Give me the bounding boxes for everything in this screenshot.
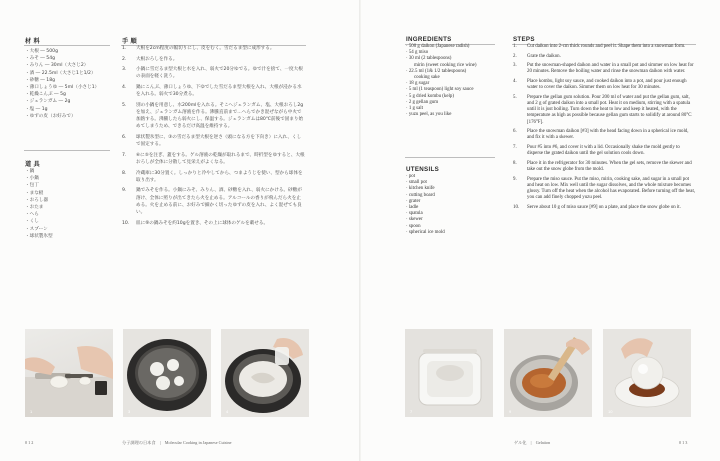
list-item: · 54 g miso <box>406 50 429 56</box>
list-item: ・乾燥こんぶ ― 5g <box>25 92 66 98</box>
step-text: Pour #5 into #6, and cover it with a lid. Occasionally shake the mold gently to disperse the grated daikon until the gel solution cools down. <box>527 144 680 157</box>
photo-number: 3 <box>128 409 131 414</box>
left-running-title: 分子調理の日本食 | Molecular Cooking in Japanese Cuisine <box>122 440 232 445</box>
jp-tools-list <box>25 168 53 240</box>
step-item <box>513 79 696 91</box>
step-number: 1. <box>122 46 127 51</box>
en-ingredients-heading: INGREDIENTS <box>406 36 452 43</box>
step-number: 9. <box>122 188 127 194</box>
list-item: · 5 g dried kombu (kelp) <box>406 93 454 99</box>
list-item: · ladle <box>406 205 419 211</box>
step-number: 10. <box>122 220 130 226</box>
step-number: 10. <box>513 204 520 210</box>
step-item <box>122 152 305 166</box>
list-item: ・くし <box>25 219 39 225</box>
step-item <box>513 44 696 50</box>
list-item: ・へら <box>25 212 39 218</box>
list-item: ・球状製氷型 <box>25 233 53 239</box>
step-number: 7. <box>122 152 127 158</box>
photo-number: 9 <box>509 409 512 414</box>
en-utensils-heading: UTENSILS <box>406 166 439 173</box>
step-item <box>513 54 696 60</box>
step-text: Place it in the refrigerator for 30 minutes. When the gel sets, remove the skewer and take out the snow globe from the mold. <box>527 160 692 172</box>
en-ingredients-list <box>406 44 476 118</box>
list-item: · 22.5 ml (1& 1/2 tablespoons) <box>406 68 467 74</box>
step-text: Serve about 10 g of miso sauce [#9] on a plate, and place the snow globe on it. <box>527 204 681 210</box>
step-number: 3. <box>122 67 127 73</box>
list-item: · skewer <box>406 217 423 223</box>
step-text: Place kombu, light soy sauce, and cooked daikon into a pot, and pour just enough water to cover the daikon. Simmer them on low heat for 30 minutes. <box>527 78 687 91</box>
en-steps-heading: STEPS <box>513 36 535 43</box>
step-item <box>122 170 305 184</box>
list-item: · 500 g daikon (Japanese radish) <box>406 44 470 49</box>
list-item: mirin (sweet cooking rice wine) <box>414 62 477 68</box>
step-text: 大根おろしを作る。 <box>136 56 178 62</box>
divider <box>24 45 110 46</box>
step-text: 皿に⑨の鍋みそを約10gを置き、その上に球体のゲルを載せる。 <box>136 220 269 226</box>
list-item: · spoon <box>406 223 421 229</box>
step-item <box>122 45 305 52</box>
list-item: ・おろし器 <box>25 197 48 203</box>
step-item <box>513 129 696 141</box>
list-item: ・まな板 <box>25 190 44 196</box>
list-item: ・包丁 <box>25 183 39 189</box>
photo-number: 1 <box>30 409 33 414</box>
list-item: cooking sake <box>414 75 440 81</box>
photo-number: 4 <box>226 409 229 414</box>
list-item: · spatula <box>406 211 423 217</box>
step-number: 3. <box>513 63 517 69</box>
list-item: ・ジェランガム ― 2g <box>25 99 71 105</box>
step-number: 8. <box>122 170 127 176</box>
list-item: · 5 ml (1 teaspoon) light soy sauce <box>406 87 474 93</box>
list-item: ・みそ ― 54g <box>25 56 56 62</box>
list-item: · 1 g salt <box>406 106 423 112</box>
right-running-title: ゲル化 | Gelation <box>514 440 551 445</box>
step-item <box>122 84 305 98</box>
step-photo-3 <box>123 329 211 417</box>
step-item <box>122 66 305 80</box>
list-item: ・おたま <box>25 205 44 211</box>
list-item: · yuzu peel, as you like <box>406 112 452 118</box>
step-text: 別の小鍋を用意し、水200mlを入れる。そこへジェランガム、塩、大根おろし2gを加え、ジェランガム溶液を作る。沸騰直前まで…へらでかき混ぜながら中火で加熱する。沸騰したら弱火にし、保温する。ジェランガムは80℃前後で固まり始めてしまうため、できるだけ高温を維持する。 <box>136 102 304 130</box>
photo-simmering-pot <box>123 329 211 417</box>
step-item <box>513 177 696 202</box>
list-item: · small pot <box>406 180 427 186</box>
step-number: 9. <box>513 176 517 182</box>
step-text: 冷蔵庫に30分置く。しっかりと冷やしてから、つまようじを使い、型から球体を取り出す。 <box>136 170 303 183</box>
jp-ingredients-list <box>25 48 99 120</box>
step-number: 4. <box>122 84 127 90</box>
list-item: · 30 ml (2 tablespoons) <box>406 56 452 62</box>
list-item: · 2 g gellan gum <box>406 99 439 105</box>
step-item <box>122 134 305 148</box>
step-photo-1 <box>25 329 113 417</box>
jp-steps-list <box>122 45 305 230</box>
jp-tools-heading: 道 具 <box>25 161 40 168</box>
step-item <box>122 220 305 227</box>
list-item: · spherical ice mold <box>406 229 445 235</box>
step-number: 5. <box>122 102 127 108</box>
step-text: Place the snowman daikon [#3] with the head facing down in a spherical ice mold, and fix it with a skewer. <box>527 129 689 141</box>
jp-ingredients-heading: 材 料 <box>25 38 40 45</box>
step-photo-7 <box>405 329 493 417</box>
list-item: ・小鍋 <box>25 176 39 182</box>
left-page-number: 0 1 2 <box>25 440 34 445</box>
step-item <box>513 145 696 157</box>
step-number: 7. <box>513 144 517 150</box>
step-item <box>513 95 696 126</box>
step-number: 5. <box>513 94 517 100</box>
photo-pot-with-kombu <box>221 329 309 417</box>
step-text: 小鍋に雪だるま型大根と水を入れ、弱火で20分ゆでる。ゆで汁を捨て、一度大根の表面を軽く洗う。 <box>136 67 303 80</box>
step-number: 2. <box>513 53 517 59</box>
step-item <box>122 56 305 63</box>
jp-steps-heading: 手 順 <box>122 38 137 45</box>
step-text: 球状製氷型に、③の雪だるま型大根を逆さ（頭になる方を下向き）に入れ、くしで固定する。 <box>136 134 302 148</box>
step-photo-4 <box>221 329 309 417</box>
list-item: ・大根 ― 500g <box>25 49 58 54</box>
en-steps-list <box>513 44 696 214</box>
divider <box>24 150 110 151</box>
step-number: 1. <box>513 44 517 49</box>
en-utensils-list <box>406 174 445 236</box>
photo-miso-sauce-pot <box>504 329 592 417</box>
photo-snow-globe-plate <box>603 329 691 417</box>
step-number: 6. <box>122 134 127 140</box>
step-text: Cut daikon into 2-cm thick rounds and peel it. Shape them into a snowman form. <box>527 44 686 49</box>
step-photo-9 <box>504 329 592 417</box>
list-item: · cutting board <box>406 192 435 198</box>
photo-number: 10 <box>608 409 613 414</box>
step-item <box>122 187 305 216</box>
step-text: ⑥に⑤を注ぎ、蓋をする。ゲル溶液の乾燥が取れるまで、時折型をゆすると、大根おろしが全体に分散して見栄えがよくなる。 <box>136 152 305 165</box>
list-item: · kitchen knife <box>406 186 435 192</box>
list-item: ・酒 ― 22.5ml（大さじ1と1/2） <box>25 70 96 76</box>
list-item: · pot <box>406 174 416 179</box>
step-text: 大根を2cm程度の幅切りにし、皮をむく。雪だるま型に成形する。 <box>136 46 275 51</box>
step-photo-10 <box>603 329 691 417</box>
step-text: Prepare the gellan gum solution. Pour 200 ml of water and put the gellan gum, salt, and 2 g of grated daikon into a small pot. Heat it on medium, stirring with a spatula until it is just boiling. Turn down the heat to low and keep it heated, with the temperature as high as possible because gellan gum starts to solidify at around 80°C [176°F]. <box>527 94 692 125</box>
step-number: 2. <box>122 56 127 62</box>
list-item: · grater <box>406 198 421 204</box>
step-text: 鍋でみそを作る。小鍋にみそ、みりん、酒、砂糖を入れ、弱火にかける。砂糖が溶け、全体に照りが出てきたら火を止める。アルコールの香りが飛んだら火を止める。火を止める前に、お好みで細かく切ったゆずの皮を入れ、よく混ぜても良い。 <box>136 188 302 215</box>
step-text: Prepare the miso sauce. Put the miso, mirin, cooking sake, and sugar in a small pot and heat on low. Mix well until the sugar dissolves, and the whole mixture becomes glossy. Turn off the heat when the alcohol has evaporated. Before turning off the heat, you can add finely chopped yuzu peel. <box>527 176 696 201</box>
list-item: ・鍋 <box>25 169 35 174</box>
list-item: ・砂糖 ― 18g <box>25 77 56 83</box>
right-page-number: 0 1 3 <box>679 440 688 445</box>
list-item: ・塩 ― 1g <box>25 106 48 112</box>
list-item: ・スプーン <box>25 226 48 232</box>
list-item: ・ゆずの皮（お好みで） <box>25 113 76 119</box>
photo-number: 7 <box>410 409 413 414</box>
spread-gutter <box>359 0 361 461</box>
photo-ice-mold <box>405 329 493 417</box>
step-number: 8. <box>513 160 517 166</box>
step-item <box>513 161 696 173</box>
step-item <box>513 205 696 211</box>
step-text: Grate the daikon. <box>527 53 561 59</box>
step-item <box>122 102 305 131</box>
step-text: 鍋にこんぶ、薄口しょうゆ、下ゆでした雪だるま型大根を入れ、大根が浸かる水を入れる。弱火で30分煮る。 <box>136 84 302 98</box>
step-number: 4. <box>513 78 517 84</box>
list-item: ・薄口しょうゆ ― 5ml（小さじ1） <box>25 85 100 91</box>
step-item <box>513 63 696 75</box>
list-item: ・みりん ― 30ml（大さじ2） <box>25 63 89 69</box>
step-text: Put the snowman-shaped daikon and water in a small pot and simmer on low heat for 20 minutes. Remove the boiling water and rinse the snowman daikon with water. <box>527 63 694 75</box>
list-item: · 18 g sugar <box>406 81 430 87</box>
step-number: 6. <box>513 129 517 135</box>
photo-cutting-daikon <box>25 329 113 417</box>
divider <box>405 157 495 158</box>
